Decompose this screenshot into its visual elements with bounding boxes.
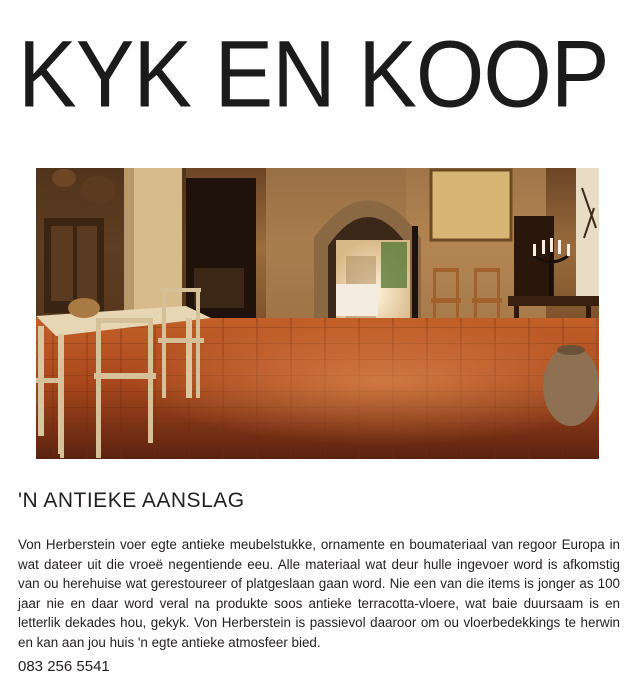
white-table [336,284,378,316]
interior-photo [36,168,599,459]
page-headline: KYK EN KOOP [18,20,609,127]
clay-urn [543,346,599,426]
phone-number: 083 256 5541 [18,658,110,675]
painting [431,170,511,240]
interior-illustration [36,168,599,459]
article-subheading: 'N ANTIEKE AANSLAG [18,489,245,512]
side-table [508,296,599,306]
coat-stand [412,226,418,334]
article-body: Von Herberstein voer egte antieke meubelstukke, ornamente en boumateriaal van regoor Europa in wat dateer uit die vroeë negentiende eeu. Alle materiaal wat deur hulle ingevoer word is afkomstig van ou herehuise wat gerestoureer of platgeslaan gaan word. Nie een van die items is jonger as 100 jaar nie en daar word veral na produkte soos antieke terracotta-vloere, wat baie duursaam is en letterlik dekades hou, gekyk. Von Herberstein is passievol daaroor om ou vloerbedekkings te herwin en kan aan jou huis 'n egte antieke atmosfeer bied. [18,537,620,650]
hanging-basket [80,176,116,204]
